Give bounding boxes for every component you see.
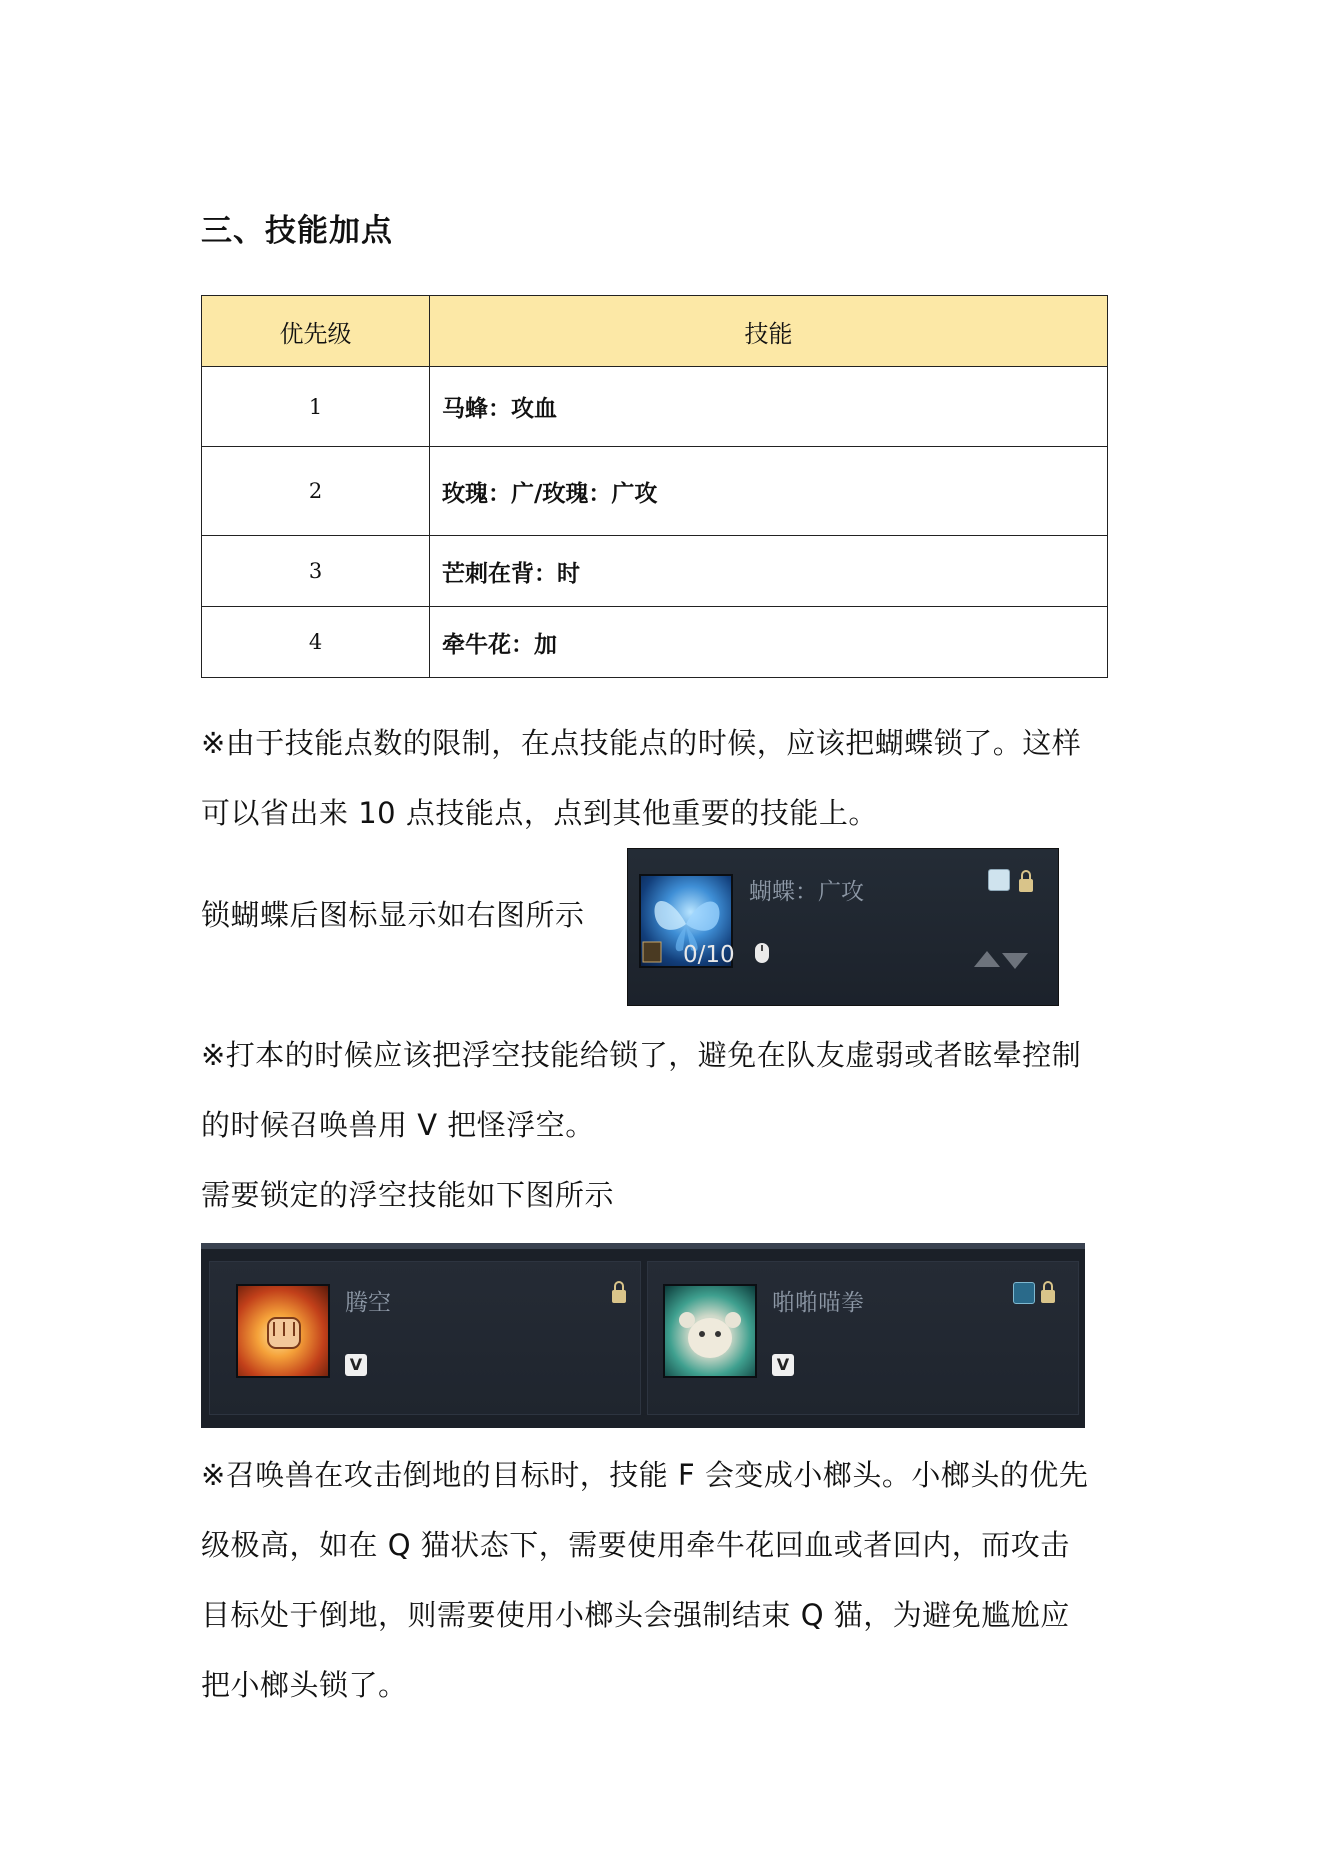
note-line: ※由于技能点数的限制，在点技能点的时候，应该把蝴蝶锁了。这样	[201, 726, 1082, 760]
butterfly-skill-panel	[627, 848, 1059, 1006]
hotkey-v-badge: V	[345, 1354, 367, 1376]
float-skill-name: 腾空	[345, 1290, 391, 1316]
skill-priority-table	[201, 295, 1108, 678]
note-lock-float	[201, 1020, 1141, 1160]
priority-cell: 2	[202, 447, 430, 536]
butterfly-caption: 锁蝴蝶后图标显示如右图所示	[201, 898, 585, 932]
skill-type-badge-icon	[1013, 1282, 1035, 1304]
fist-skill-icon	[236, 1284, 330, 1378]
butterfly-skill-name: 蝴蝶：广攻	[749, 879, 864, 905]
cat-icon	[665, 1286, 755, 1376]
section-heading: 三、技能加点	[201, 213, 393, 249]
float-caption: 需要锁定的浮空技能如下图所示	[201, 1178, 615, 1212]
table-row	[202, 536, 1108, 607]
hotkey-v-badge: V	[772, 1354, 794, 1376]
level-down-arrow-icon[interactable]	[1002, 953, 1028, 969]
note-hammer	[201, 1440, 1141, 1720]
skill-points-count: 0/10	[683, 942, 735, 968]
skill-cell: 玫瑰：广/玫瑰：广攻	[430, 447, 1108, 536]
float-skill-slot	[647, 1261, 1079, 1415]
header-skill: 技能	[430, 296, 1108, 367]
float-skill-slot	[209, 1261, 641, 1415]
priority-cell: 1	[202, 367, 430, 447]
lock-icon[interactable]	[1041, 1290, 1055, 1303]
priority-cell: 4	[202, 607, 430, 678]
lock-icon[interactable]	[1019, 879, 1033, 892]
note-line: 可以省出来 10 点技能点，点到其他重要的技能上。	[201, 796, 878, 830]
table-row	[202, 607, 1108, 678]
skill-cell: 芒刺在背：时	[430, 536, 1108, 607]
skill-cell: 马蜂：攻血	[430, 367, 1108, 447]
priority-cell: 3	[202, 536, 430, 607]
note-line: 把小榔头锁了。	[201, 1668, 408, 1702]
note-line: 的时候召唤兽用 V 把怪浮空。	[201, 1108, 595, 1142]
float-skill-name: 啪啪喵拳	[772, 1290, 864, 1316]
table-row	[202, 367, 1108, 447]
table-row	[202, 447, 1108, 536]
skill-cell: 牵牛花：加	[430, 607, 1108, 678]
table-header-row	[202, 296, 1108, 367]
float-skills-panel	[201, 1243, 1085, 1428]
note-line: 目标处于倒地，则需要使用小榔头会强制结束 Q 猫，为避免尴尬应	[201, 1598, 1070, 1632]
mouse-icon	[755, 943, 769, 963]
lock-icon[interactable]	[612, 1290, 626, 1303]
note-line: 级极高，如在 Q 猫状态下，需要使用牵牛花回血或者回内，而攻击	[201, 1528, 1070, 1562]
cat-skill-icon	[663, 1284, 757, 1378]
header-priority: 优先级	[202, 296, 430, 367]
level-up-arrow-icon[interactable]	[974, 951, 1000, 967]
skill-type-badge-icon	[988, 869, 1010, 891]
note-skill-points	[201, 708, 1141, 848]
fist-icon	[238, 1286, 328, 1376]
note-line: ※打本的时候应该把浮空技能给锁了，避免在队友虚弱或者眩晕控制	[201, 1038, 1082, 1072]
note-line: ※召唤兽在攻击倒地的目标时，技能 F 会变成小榔头。小榔头的优先	[201, 1458, 1089, 1492]
